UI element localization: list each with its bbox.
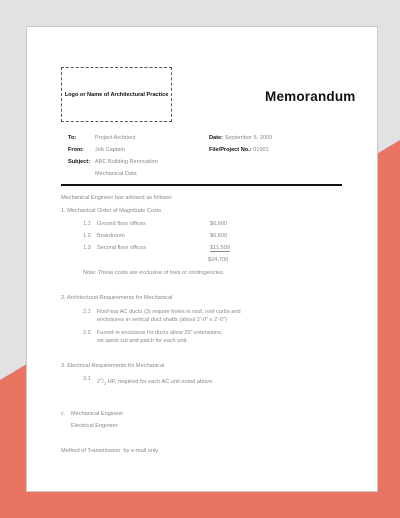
- item-2-1-num: 2.1: [83, 309, 91, 315]
- section2-title: 2. Architectural Requirements for Mechanical: [61, 295, 173, 301]
- date-label: Date:: [209, 135, 223, 141]
- section1-note: Note: These costs are exclusive of fees or contingencies.: [83, 270, 225, 276]
- section1-title: 1. Mechanical Order of Magnitude Costs: [61, 208, 162, 214]
- from-label: From:: [68, 147, 84, 153]
- subject-label: Subject:: [68, 159, 91, 165]
- from-row: [68, 147, 125, 153]
- hp-numerator: 1: [100, 376, 103, 381]
- subject-value-line2: Mechanical Data: [95, 171, 137, 177]
- item-1-1-value: $6,600: [210, 221, 228, 227]
- to-value: Project Architect: [95, 135, 136, 141]
- memo-title: Memorandum: [265, 89, 356, 104]
- item-1-2-num: 1.2: [83, 233, 91, 239]
- date-value: September 5, 2009: [224, 135, 273, 141]
- item-1-3-label: Second floor offices: [97, 245, 147, 251]
- item-1-1-num: 1.1: [83, 221, 91, 227]
- file-row: [209, 147, 269, 153]
- transmission-text: Method of Transmission: by e-mail only.: [61, 448, 160, 454]
- hp-rest: HP, required for each AC unit noted above.: [106, 378, 214, 385]
- item-3-1-num: 3.1: [83, 376, 91, 382]
- cc-line2: Electrical Engineer: [71, 423, 118, 429]
- item-1-2-label: Boardroom: [97, 233, 125, 239]
- hp-denominator: 2: [103, 380, 107, 386]
- item-1-1-label: Ground floor offices: [97, 221, 146, 227]
- item-1-2-value: $6,600: [210, 233, 228, 239]
- item-2-1-line1: Roof-top AC ducts (3) require holes in roof, roof curbs and: [97, 309, 241, 315]
- subject-value: ABC Building Renovation: [95, 159, 158, 165]
- intro-text: Mechanical Engineer has advised as follows:: [61, 195, 173, 201]
- hp-whole: 2: [97, 378, 101, 385]
- section3-title: 3. Electrical Requirements for Mechanical: [61, 363, 165, 369]
- item-3-1-text: $2^1/_2$ HP, required for each AC unit noted above.: [97, 376, 214, 386]
- item-2-1-line2: enclosures in vertical duct shafts (about 2'-0" x 2'-0"): [97, 317, 227, 323]
- item-2-2-line2: six spots cut and patch for each unit.: [97, 338, 188, 344]
- item-2-2-line1: Furred-in enclosure for ducts allow 20" extensions,: [97, 330, 223, 336]
- cc-label: c.: [61, 411, 66, 417]
- date-row: [209, 135, 272, 141]
- file-value: 01901: [253, 147, 269, 153]
- item-2-2-num: 2.2: [83, 330, 91, 336]
- section1-total: $24,700: [208, 257, 229, 263]
- item-1-3-num: 1.3: [83, 245, 91, 251]
- memo-page: [26, 26, 378, 492]
- file-label: File/Project No.:: [209, 147, 252, 153]
- to-row: [68, 135, 135, 141]
- to-label: To:: [68, 135, 77, 141]
- cc-line1: Mechanical Engineer: [71, 411, 124, 417]
- item-1-3-value: $11,500: [210, 245, 230, 251]
- logo-placeholder-text: Logo or Name of Architectural Practice: [64, 91, 169, 98]
- from-value: Job Captain: [95, 147, 125, 153]
- logo-placeholder: [61, 67, 172, 122]
- header-divider: [61, 184, 342, 186]
- subject-row: [68, 159, 158, 165]
